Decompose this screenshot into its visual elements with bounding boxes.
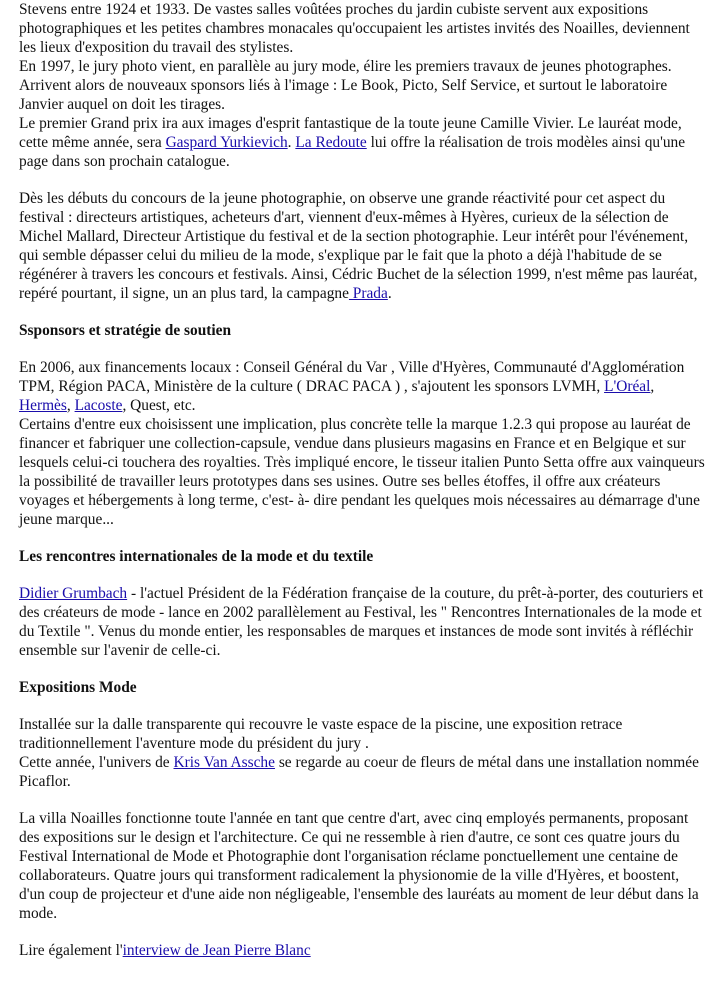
link-la-redoute[interactable]: La Redoute [295,134,367,151]
expositions-paragraph-2 [19,753,705,791]
read-also-text: Lire également l' [19,942,123,959]
expositions-text-b: se regarde au coeur de fleurs de métal dans une installation nommée Picaflor. [19,754,699,790]
intro-text-a: Le premier Grand prix ira aux images d'esprit fantastique de la toute jeune Camille Vivier. Le lauréat mode, cette même année, sera [19,115,682,151]
photo-text-end: . [387,285,392,302]
link-lacoste[interactable]: Lacoste [74,397,123,414]
expositions-section-2 [19,809,705,923]
sponsors-section [19,358,705,529]
photo-section [19,189,705,303]
sponsors-sep-2: , [66,397,75,414]
intro-text-b: . [287,134,296,151]
link-prada[interactable]: Prada [348,285,388,302]
sponsors-text-a: En 2006, aux financements locaux : Conseil Général du Var , Ville d'Hyères, Communauté d'Agglomération TPM, Région PACA, Ministère de la culture ( DRAC PACA ) , s'ajoutent les sponsors LVMH, [19,359,685,395]
intro-paragraph-2: En 1997, le jury photo vient, en parallèle au jury mode, élire les premiers travaux de jeunes photographes. Arrivent alors de nouveaux sponsors liés à l'image : Le Book, Picto, Self Service, et surtout le laboratoire Janvier auquel on doit les tirages. [19,58,672,113]
link-interview-jean-pierre-blanc[interactable]: interview de Jean Pierre Blanc [122,942,311,959]
rencontres-paragraph [19,584,705,660]
link-hermes[interactable]: Hermès [19,397,67,414]
photo-text: Dès les débuts du concours de la jeune photographie, on observe une grande réactivité pour cet aspect du festival : directeurs artistiques, acheteurs d'art, viennent d'eux-mêmes à Hyères, curieux de la sélection de Michel Mallard, Directeur Artistique du festival et de la section photographie. Leur intérêt pour l'événement, qui semble dépasser celui du milieu de la mode, s'explique par le fait que la photo a déjà l'habitude de se régénérer à travers les concours et festivals. Ainsi, Cédric Buchet de la sélection 1999, n'est même pas lauréat, repéré pourtant, il signe, un an plus tard, la campagne [19,190,698,302]
intro-paragraph-3 [19,114,705,171]
link-gaspard-yurkievich[interactable]: Gaspard Yurkievich [165,134,288,151]
sponsors-paragraph-1 [19,358,705,415]
intro-text-c: lui offre la réalisation de trois modèles ainsi qu'une page dans son prochain catalogue. [19,134,686,170]
read-also-line [19,941,705,960]
expositions-paragraph-1: Installée sur la dalle transparente qui recouvre le vaste espace de la piscine, une exposition retrace traditionnellement l'aventure mode du président du jury . [19,716,623,752]
expositions-section-1 [19,715,705,791]
rencontres-section [19,584,705,660]
photo-paragraph [19,189,705,303]
link-kris-van-assche[interactable]: Kris Van Assche [173,754,275,771]
link-didier-grumbach[interactable]: Didier Grumbach [19,585,128,602]
sponsors-sep-1: , [650,378,655,395]
expositions-text-a: Cette année, l'univers de [19,754,174,771]
heading-sponsors: Ssponsors et stratégie de soutien [19,322,232,339]
intro-section [19,0,705,171]
intro-paragraph-1: Stevens entre 1924 et 1933. De vastes salles voûtées proches du jardin cubiste servent aux expositions photographiques et les petites chambres monacales qu'occupaient les artistes invités des Noailles, deviennent les lieux d'exposition du travail des stylistes. [19,1,690,56]
rencontres-text: - l'actuel Président de la Fédération française de la couture, du prêt-à-porter, des couturiers et des créateurs de mode - lance en 2002 parallèlement au Festival, les " Rencontres Internationales de la mode et du Textile ". Venus du monde entier, les responsables de marques et instances de mode sont invités à réfléchir ensemble sur l'avenir de celle-ci. [19,585,704,659]
expositions-paragraph-3: La villa Noailles fonctionne toute l'année en tant que centre d'art, avec cinq employés permanents, proposant des expositions sur le design et l'architecture. Ce qui ne ressemble à rien d'autre, ce sont ces quatre jours du Festival International de Mode et Photographie dont l'organisation réclame ponctuellement une centaine de collaborateurs. Quatre jours qui transforment radicalement la physionomie de la ville d'Hyères, et boostent, d'un coup de projecteur et d'une aide non négligeable, l'ensemble des lauréats au moment de leur début dans la mode. [19,810,699,922]
read-also-section [19,941,705,960]
heading-rencontres: Les rencontres internationales de la mode et du textile [19,548,374,565]
heading-expositions: Expositions Mode [19,679,137,696]
sponsors-paragraph-2: Certains d'entre eux choisissent une implication, plus concrète telle la marque 1.2.3 qui propose au lauréat de financer et fabriquer une collection-capsule, vendue dans plusieurs magasins en France et en Belgique et sur lesquels celui-ci touchera des royalties. Très impliqué encore, le tisseur italien Punto Setta offre aux vainqueurs la possibilité de travailler leurs prototypes dans ses usines. Outre ses belles étoffes, il offre aux créateurs voyages et hébergements à long terme, c'est- à- dire pendant les quelques mois nécessaires au démarrage d'une jeune marque... [19,416,705,528]
link-loreal[interactable]: L'Oréal [604,378,651,395]
sponsors-text-b: , Quest, etc. [122,397,196,414]
